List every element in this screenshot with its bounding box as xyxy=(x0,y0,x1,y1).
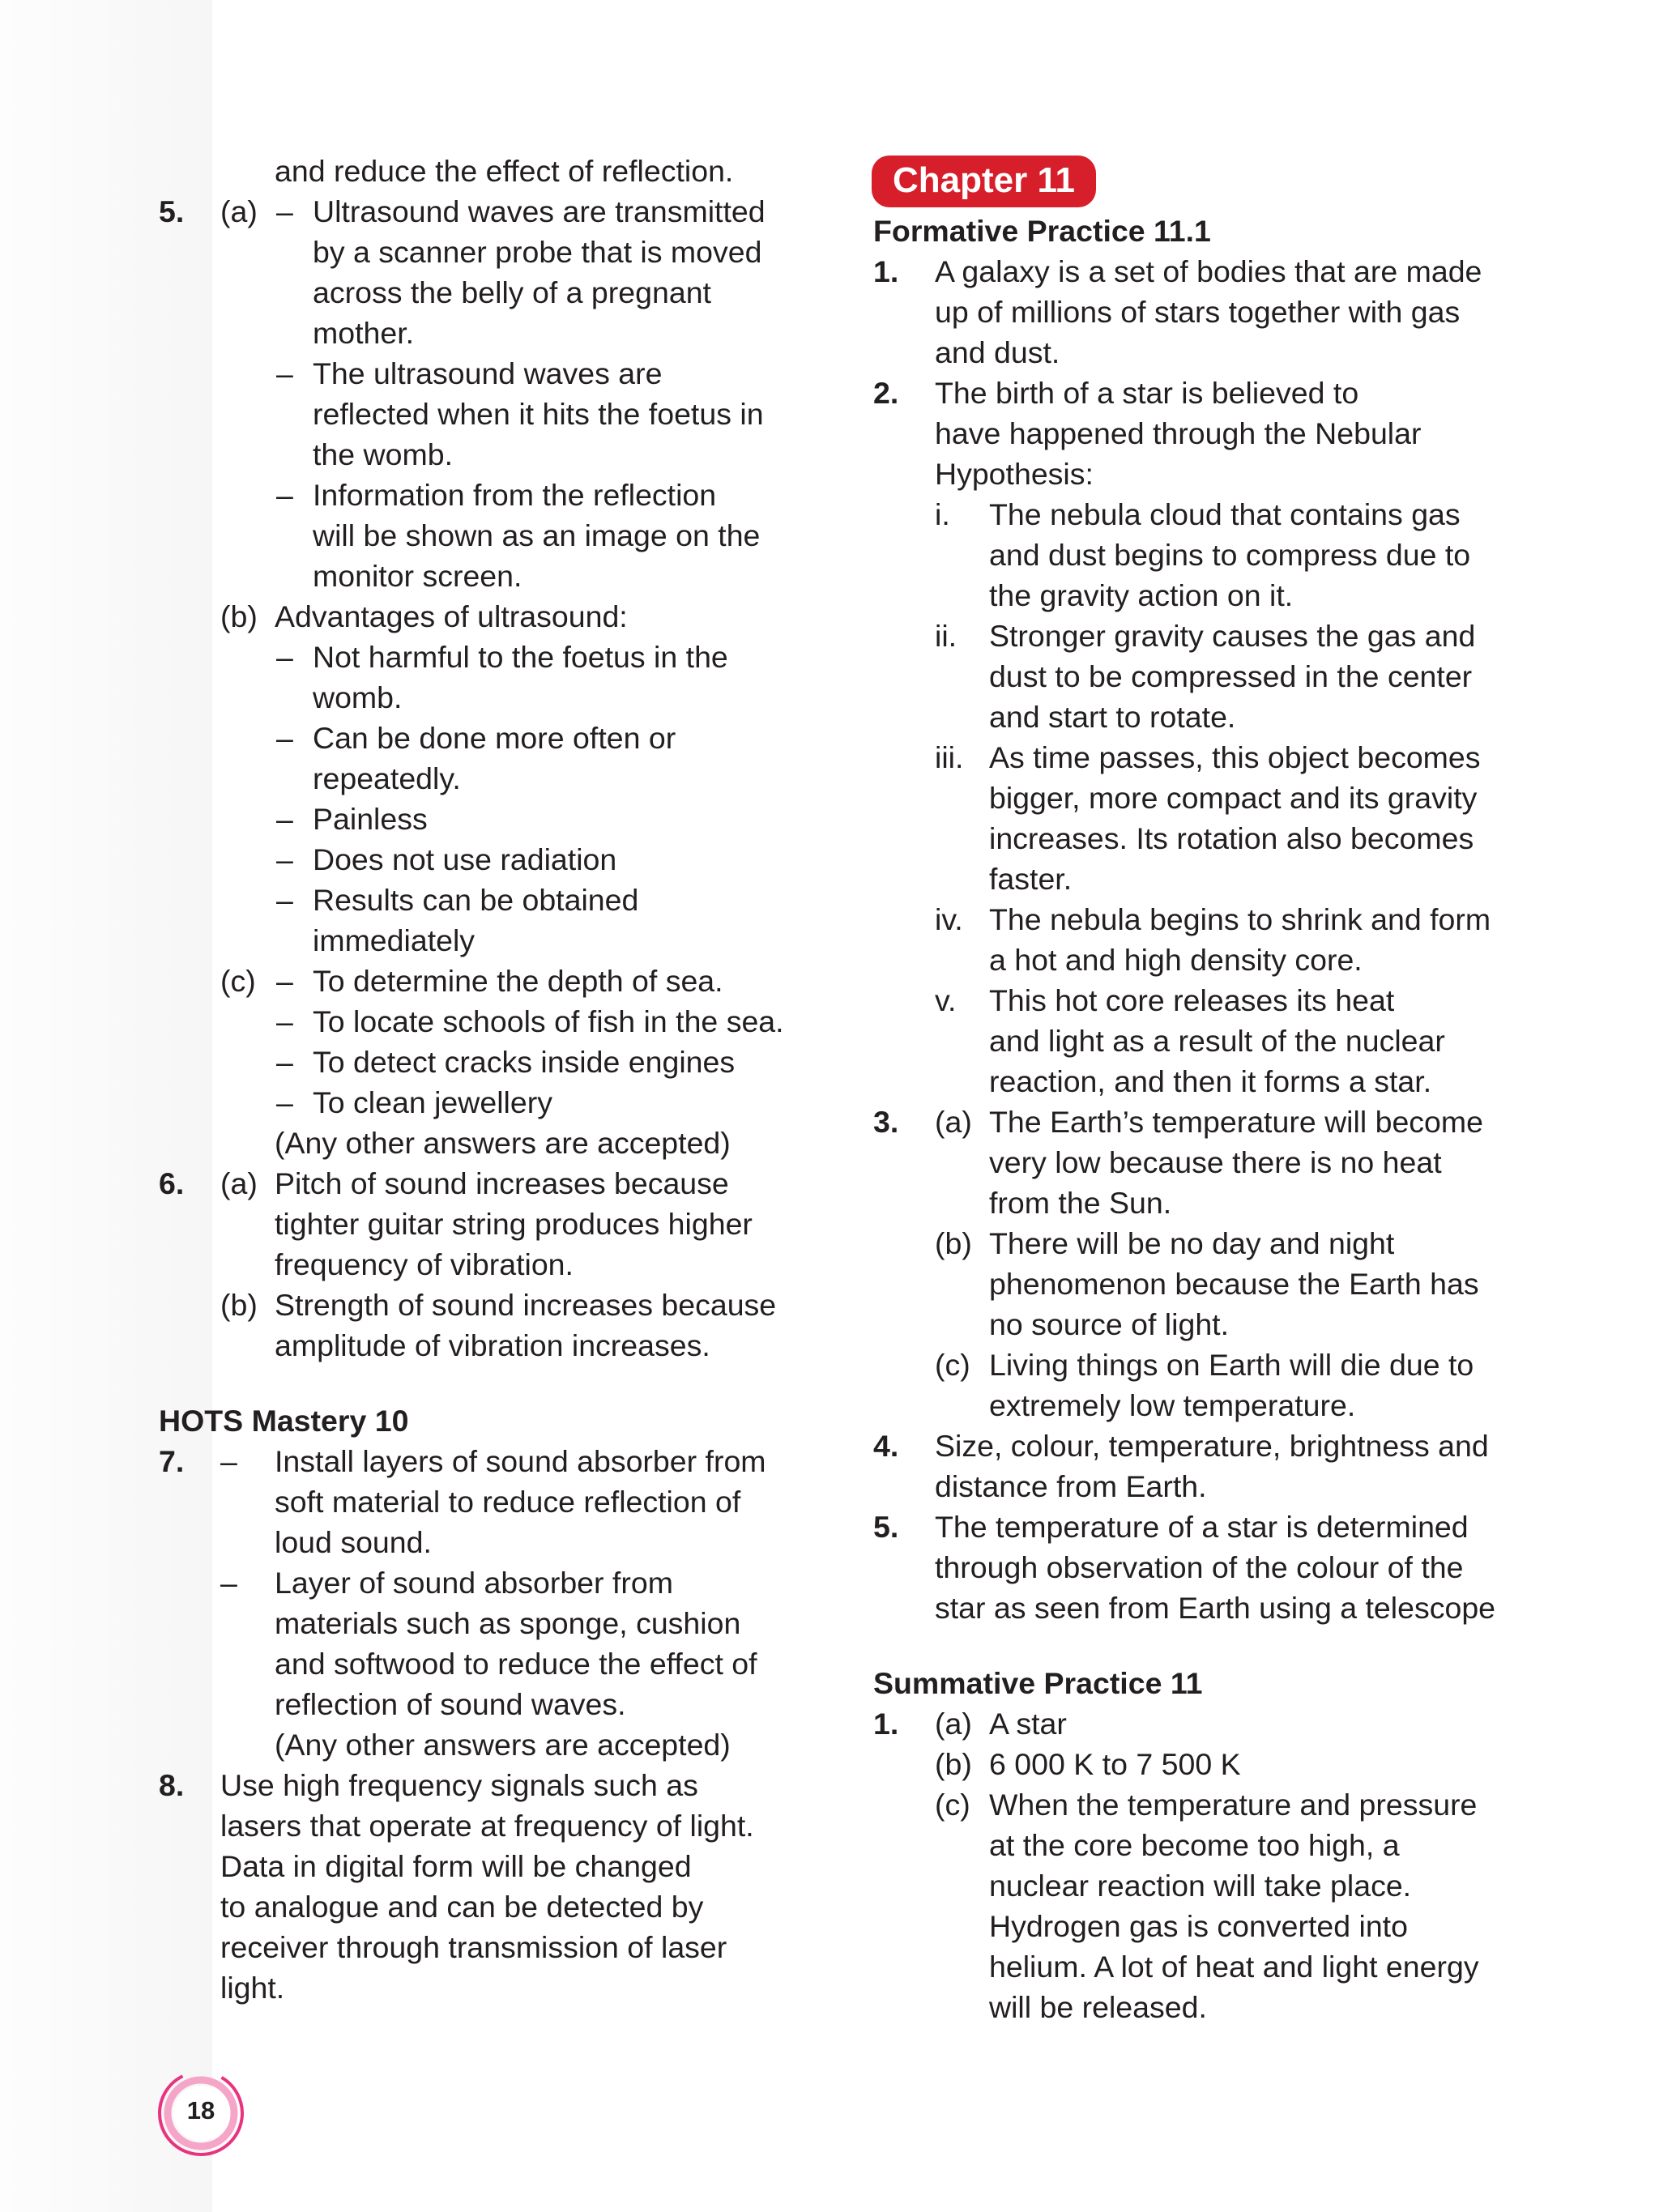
line-text: nuclear reaction will take place. xyxy=(989,1869,1412,1903)
answer-line xyxy=(873,454,1521,494)
line-text: Strength of sound increases because xyxy=(275,1288,777,1322)
sub-label: v. xyxy=(935,983,957,1017)
sub-label: (b) xyxy=(220,1288,258,1322)
line-text: receiver through transmission of laser xyxy=(220,1930,727,1964)
line-text: across the belly of a pregnant xyxy=(313,275,711,309)
line-text: To determine the depth of sea. xyxy=(313,964,723,998)
answer-line xyxy=(873,413,1521,454)
line-text: soft material to reduce reflection of xyxy=(275,1485,741,1519)
answer-line xyxy=(873,373,1521,413)
line-text: frequency of vibration. xyxy=(275,1247,574,1281)
answer-line xyxy=(873,1345,1521,1385)
line-text: immediately xyxy=(313,923,476,957)
dash-bullet: – xyxy=(276,1085,293,1119)
answer-line xyxy=(873,697,1521,737)
line-text: A star xyxy=(989,1707,1067,1741)
question-number: 3. xyxy=(873,1105,899,1139)
answer-line xyxy=(873,494,1521,535)
line-text: Pitch of sound increases because xyxy=(275,1166,729,1200)
line-text: reaction, and then it forms a star. xyxy=(989,1064,1432,1098)
dash-bullet: – xyxy=(276,883,293,917)
answer-line xyxy=(159,1805,807,1846)
line-text: faster. xyxy=(989,862,1073,896)
dash-bullet: – xyxy=(276,1004,293,1038)
answer-line xyxy=(873,1102,1521,1142)
answer-line xyxy=(873,575,1521,616)
answer-line xyxy=(873,778,1521,818)
answer-line xyxy=(159,232,807,272)
question-number: 1. xyxy=(873,254,899,288)
line-text: To locate schools of fish in the sea. xyxy=(313,1004,784,1038)
line-text: the womb. xyxy=(313,437,453,471)
line-text: extremely low temperature. xyxy=(989,1388,1356,1422)
line-text: 6 000 K to 7 500 K xyxy=(989,1747,1241,1781)
formative-heading: Formative Practice 11.1 xyxy=(873,214,1211,248)
answer-line xyxy=(873,332,1521,373)
answer-line xyxy=(873,1865,1521,1906)
line-text: amplitude of vibration increases. xyxy=(275,1328,710,1362)
line-text: reflected when it hits the foetus in xyxy=(313,397,764,431)
line-text: Install layers of sound absorber from xyxy=(275,1444,766,1478)
line-text: Painless xyxy=(313,802,428,836)
answer-line xyxy=(159,1204,807,1244)
answer-line xyxy=(873,535,1521,575)
answer-line xyxy=(159,1927,807,1967)
line-text: loud sound. xyxy=(275,1525,432,1559)
line-text: mother. xyxy=(313,316,415,350)
answer-line xyxy=(159,880,807,920)
dash-bullet: – xyxy=(220,1444,237,1478)
dash-bullet: – xyxy=(276,1045,293,1079)
line-text: Not harmful to the foetus in the xyxy=(313,640,728,674)
answer-line xyxy=(159,272,807,313)
line-text: lasers that operate at frequency of light. xyxy=(220,1809,754,1843)
line-text: There will be no day and night xyxy=(989,1226,1395,1260)
dash-bullet: – xyxy=(276,842,293,876)
dash-bullet: – xyxy=(276,194,293,228)
hots-heading: HOTS Mastery 10 xyxy=(159,1404,409,1438)
answer-line xyxy=(873,1784,1521,1825)
answer-line xyxy=(873,1507,1521,1547)
line-text: As time passes, this object becomes xyxy=(989,740,1481,774)
answer-line xyxy=(873,1744,1521,1784)
line-text: Use high frequency signals such as xyxy=(220,1768,698,1802)
question-number: 1. xyxy=(873,1707,899,1741)
answer-line xyxy=(873,818,1521,859)
sub-label: (b) xyxy=(935,1747,972,1781)
answer-line xyxy=(873,1426,1521,1466)
answer-line xyxy=(159,394,807,434)
line-text: This hot core releases its heat xyxy=(989,983,1395,1017)
line-text: The Earth’s temperature will become xyxy=(989,1105,1483,1139)
line-text: by a scanner probe that is moved xyxy=(313,235,762,269)
answer-line xyxy=(159,515,807,556)
answer-line xyxy=(873,1264,1521,1304)
answer-line xyxy=(159,1325,807,1366)
answer-line xyxy=(873,1588,1521,1628)
line-text: the gravity action on it. xyxy=(989,578,1294,612)
answer-line xyxy=(159,1846,807,1886)
question-number: 7. xyxy=(159,1444,185,1478)
answer-line xyxy=(159,1441,807,1481)
answer-line xyxy=(159,637,807,677)
line-text: dust to be compressed in the center xyxy=(989,659,1473,693)
answer-line xyxy=(873,292,1521,332)
line-text: To detect cracks inside engines xyxy=(313,1045,736,1079)
line-text: light. xyxy=(220,1971,285,2005)
summative-heading: Summative Practice 11 xyxy=(873,1666,1203,1700)
answer-line xyxy=(159,1042,807,1082)
answer-line xyxy=(159,920,807,961)
dash-bullet: – xyxy=(276,721,293,755)
line-text: The temperature of a star is determined xyxy=(935,1510,1469,1544)
answer-line xyxy=(873,737,1521,778)
answer-line xyxy=(873,1183,1521,1223)
line-text: Does not use radiation xyxy=(313,842,617,876)
answer-line xyxy=(159,353,807,394)
dash-bullet: – xyxy=(276,356,293,390)
line-text: A galaxy is a set of bodies that are made xyxy=(935,254,1482,288)
answer-line xyxy=(873,1547,1521,1588)
right-column xyxy=(873,151,1521,2027)
line-text: helium. A lot of heat and light energy xyxy=(989,1950,1479,1984)
answer-line xyxy=(159,191,807,232)
line-text: Results can be obtained xyxy=(313,883,639,917)
formative-answers xyxy=(873,251,1521,1628)
answer-line xyxy=(159,1603,807,1643)
dash-bullet: – xyxy=(276,802,293,836)
answer-line xyxy=(873,1142,1521,1183)
line-text: will be shown as an image on the xyxy=(313,518,761,552)
question-number: 6. xyxy=(159,1166,185,1200)
answer-line xyxy=(159,1285,807,1325)
sub-label: iii. xyxy=(935,740,964,774)
question-number: 8. xyxy=(159,1768,185,1802)
answer-line xyxy=(873,1223,1521,1264)
sub-label: (a) xyxy=(220,1166,258,1200)
sub-label: (b) xyxy=(220,599,258,633)
line-text: increases. Its rotation also becomes xyxy=(989,821,1474,855)
answer-line xyxy=(159,1123,807,1163)
line-text: from the Sun. xyxy=(989,1186,1172,1220)
answer-line xyxy=(873,940,1521,980)
hots-answers xyxy=(159,1441,807,2008)
line-text: monitor screen. xyxy=(313,559,522,593)
answer-line xyxy=(159,1001,807,1042)
answer-line xyxy=(159,718,807,758)
line-text: (Any other answers are accepted) xyxy=(275,1728,731,1762)
answer-line xyxy=(873,656,1521,697)
line-text: Hypothesis: xyxy=(935,457,1094,491)
question-number: 5. xyxy=(873,1510,899,1544)
answer-line xyxy=(873,1021,1521,1061)
answer-line xyxy=(159,313,807,353)
answer-line xyxy=(873,899,1521,940)
sub-label: (c) xyxy=(220,964,256,998)
answer-line xyxy=(159,839,807,880)
line-text: Advantages of ultrasound: xyxy=(275,599,628,633)
answer-line xyxy=(159,1481,807,1522)
left-column xyxy=(159,151,807,2008)
sub-label: (a) xyxy=(935,1707,972,1741)
sub-label: ii. xyxy=(935,619,957,653)
line-text: Living things on Earth will die due to xyxy=(989,1348,1474,1382)
answer-line xyxy=(873,1987,1521,2027)
dash-bullet: – xyxy=(276,478,293,512)
sub-label: (c) xyxy=(935,1788,970,1822)
line-text: The birth of a star is believed to xyxy=(935,376,1359,410)
line-text: and light as a result of the nuclear xyxy=(989,1024,1445,1058)
answer-line xyxy=(873,1385,1521,1426)
sub-label: (a) xyxy=(935,1105,972,1139)
answer-line xyxy=(159,1724,807,1765)
sub-label: (b) xyxy=(935,1226,972,1260)
question-number: 4. xyxy=(873,1429,899,1463)
line-text: womb. xyxy=(313,680,403,714)
answer-line xyxy=(159,475,807,515)
answer-line xyxy=(873,616,1521,656)
page-number-badge xyxy=(156,2069,245,2158)
question-number: 2. xyxy=(873,376,899,410)
dash-bullet: – xyxy=(276,640,293,674)
answer-line xyxy=(159,1967,807,2008)
line-text: at the core become too high, a xyxy=(989,1828,1400,1862)
line-text: a hot and high density core. xyxy=(989,943,1363,977)
line-text: The ultrasound waves are xyxy=(313,356,663,390)
line-text: Can be done more often or xyxy=(313,721,676,755)
answer-line xyxy=(159,758,807,799)
chapter-badge: Chapter 11 xyxy=(872,156,1096,207)
line-text: The nebula cloud that contains gas xyxy=(989,497,1461,531)
answer-line xyxy=(873,1825,1521,1865)
answer-line xyxy=(873,251,1521,292)
line-text: very low because there is no heat xyxy=(989,1145,1442,1179)
question-number: 5. xyxy=(159,194,185,228)
line-text: and reduce the effect of reflection. xyxy=(275,154,734,188)
line-text: Stronger gravity causes the gas and xyxy=(989,619,1476,653)
answer-line xyxy=(873,1946,1521,1987)
line-text: repeatedly. xyxy=(313,761,461,795)
answer-line xyxy=(873,1906,1521,1946)
line-text: Data in digital form will be changed xyxy=(220,1849,692,1883)
line-text: Information from the reflection xyxy=(313,478,717,512)
line-text: (Any other answers are accepted) xyxy=(275,1126,731,1160)
answer-line xyxy=(159,434,807,475)
sub-label: i. xyxy=(935,497,950,531)
answer-line xyxy=(159,961,807,1001)
summative-answers xyxy=(873,1703,1521,2027)
line-text: tighter guitar string produces higher xyxy=(275,1207,753,1241)
dash-bullet: – xyxy=(220,1566,237,1600)
answer-line xyxy=(873,859,1521,899)
line-text: phenomenon because the Earth has xyxy=(989,1267,1479,1301)
answer-line xyxy=(159,1643,807,1684)
line-text: through observation of the colour of the xyxy=(935,1550,1464,1584)
line-text: and dust. xyxy=(935,335,1060,369)
line-text: When the temperature and pressure xyxy=(989,1788,1478,1822)
line-text: and dust begins to compress due to xyxy=(989,538,1471,572)
answer-line xyxy=(873,980,1521,1021)
sub-label: (c) xyxy=(935,1348,970,1382)
line-text: reflection of sound waves. xyxy=(275,1687,626,1721)
answer-line xyxy=(159,677,807,718)
answer-line xyxy=(873,1304,1521,1345)
answer-line xyxy=(159,1562,807,1603)
line-text: to analogue and can be detected by xyxy=(220,1890,704,1924)
line-text: To clean jewellery xyxy=(313,1085,552,1119)
answer-line xyxy=(159,1522,807,1562)
answer-line xyxy=(159,556,807,596)
answer-line xyxy=(159,1244,807,1285)
line-text: Layer of sound absorber from xyxy=(275,1566,673,1600)
sub-label: iv. xyxy=(935,902,963,936)
line-text: Ultrasound waves are transmitted xyxy=(313,194,766,228)
answer-line xyxy=(159,596,807,637)
line-text: materials such as sponge, cushion xyxy=(275,1606,741,1640)
dash-bullet: – xyxy=(276,964,293,998)
answers-chapter-10 xyxy=(159,151,807,1366)
answer-line xyxy=(873,1703,1521,1744)
answer-line xyxy=(159,1886,807,1927)
answer-line xyxy=(159,1765,807,1805)
page-number: 18 xyxy=(186,2096,215,2125)
sub-label: (a) xyxy=(220,194,258,228)
line-text: star as seen from Earth using a telescope xyxy=(935,1591,1496,1625)
line-text: Hydrogen gas is converted into xyxy=(989,1909,1408,1943)
line-text: The nebula begins to shrink and form xyxy=(989,902,1491,936)
line-text: will be released. xyxy=(989,1990,1207,2024)
line-text: bigger, more compact and its gravity xyxy=(989,781,1478,815)
line-text: Size, colour, temperature, brightness and xyxy=(935,1429,1489,1463)
line-text: distance from Earth. xyxy=(935,1469,1207,1503)
line-text: up of millions of stars together with gas xyxy=(935,295,1461,329)
answer-line xyxy=(159,1684,807,1724)
line-text: and start to rotate. xyxy=(989,700,1236,734)
answer-line xyxy=(873,1466,1521,1507)
answer-line xyxy=(873,1061,1521,1102)
answer-line xyxy=(159,151,807,191)
line-text: have happened through the Nebular xyxy=(935,416,1422,450)
line-text: no source of light. xyxy=(989,1307,1230,1341)
answer-line xyxy=(159,1082,807,1123)
answer-line xyxy=(159,799,807,839)
line-text: and softwood to reduce the effect of xyxy=(275,1647,757,1681)
answer-line xyxy=(159,1163,807,1204)
